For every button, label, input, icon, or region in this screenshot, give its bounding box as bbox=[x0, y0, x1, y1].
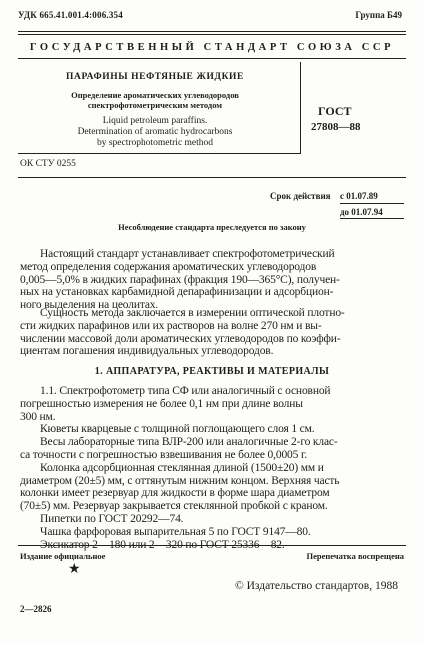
copyright-notice: © Издательство стандартов, 1988 bbox=[234, 580, 398, 592]
validity-to-underline bbox=[340, 218, 404, 219]
intro-paragraph bbox=[20, 248, 406, 312]
text-line: Чашка фарфоровая выпарительная 5 по ГОСТ 9147—80. bbox=[40, 525, 311, 538]
text-line: Весы лабораторные типа ВЛР-200 или аналогичные 2-го клас- bbox=[40, 436, 338, 449]
text-line: Сущность метода заключается в измерении оптической плотно- bbox=[40, 307, 345, 319]
text-line: Колонка адсорбционная стеклянная длиной (1500±20) мм и bbox=[40, 461, 324, 474]
official-edition: Издание официальное bbox=[20, 551, 106, 561]
legal-notice: Несоблюдение стандарта преследуется по закону bbox=[118, 222, 306, 232]
text-line: Эксикатор 2—180 или 2—320 по ГОСТ 25336—82. bbox=[40, 538, 285, 551]
subtitle-russian bbox=[20, 90, 290, 110]
validity-to: до 01.07.94 bbox=[340, 207, 383, 217]
text-line: ных на установках карбамидной депарафинизации и адсорбцион- bbox=[20, 286, 334, 299]
text-line: сти жидких парафинов или их растворов на волне 270 нм и вы- bbox=[20, 319, 322, 332]
text-line: (70±5) мм. Резервуар закрывается стеклянной пробкой с краном. bbox=[20, 500, 328, 513]
subtitle-ru-line: Определение ароматических углеводородов bbox=[71, 90, 239, 100]
banner-rule bbox=[18, 58, 406, 59]
text-line: 0,005—5,0% в жидких парафинах (фракция 190—365°С), получен- bbox=[20, 273, 340, 286]
text-line: погрешностью измерения не более 0,1 нм при длине волны bbox=[20, 397, 303, 410]
gost-label: ГОСТ bbox=[318, 104, 352, 118]
text-line: числении массовой доли ароматических углеводородов по коэффи- bbox=[20, 332, 341, 345]
subtitle-en-line: Determination of aromatic hydrocarbons bbox=[77, 127, 233, 137]
text-line: метод определения содержания ароматических углеводородов bbox=[20, 260, 317, 273]
state-standard-banner: ГОСУДАРСТВЕННЫЙ СТАНДАРТ СОЮЗА ССР bbox=[29, 42, 395, 53]
reprint-prohibited: Перепечатка воспрещена bbox=[306, 551, 404, 561]
method-essence-paragraph bbox=[20, 307, 406, 358]
text-line: Настоящий стандарт устанавливает спектрофотометрический bbox=[40, 248, 335, 260]
header-rule-bottom bbox=[18, 34, 406, 35]
text-line: са точности с погрешностью взвешивания не более 0,0005 г. bbox=[20, 448, 307, 461]
star-icon: ★ bbox=[68, 562, 81, 577]
text-line: диаметром (20±5) мм, с оттянутым нижним концом. Верхняя часть bbox=[20, 474, 340, 487]
validity-from: с 01.07.89 bbox=[340, 191, 378, 201]
title-block-rule bbox=[18, 177, 406, 178]
subtitle-english bbox=[20, 116, 290, 149]
header-rule-top bbox=[18, 31, 406, 32]
document-title: ПАРАФИНЫ НЕФТЯНЫЕ ЖИДКИЕ bbox=[66, 72, 244, 82]
print-code: 2—2826 bbox=[20, 604, 52, 614]
ok-stu-code: ОК СТУ 0255 bbox=[20, 159, 76, 169]
footer-rule bbox=[18, 545, 406, 546]
validity-label: Срок действия bbox=[270, 191, 331, 201]
udk-code: УДК 665.41.001.4:006.354 bbox=[18, 10, 123, 20]
text-line: 300 нм. bbox=[20, 410, 56, 423]
text-line: 1.1. Спектрофотометр типа СФ или аналогичный с основной bbox=[40, 385, 331, 397]
text-line: циентам погашения индивидуальных углеводородов. bbox=[20, 345, 274, 358]
subtitle-en-line: Liquid petroleum paraffins. bbox=[102, 116, 208, 126]
text-line: колонки имеет резервуар для жидкости в форме шара диаметром bbox=[20, 487, 330, 500]
section-heading: 1. АППАРАТУРА, РЕАКТИВЫ И МАТЕРИАЛЫ bbox=[94, 366, 330, 377]
gost-number: 27808—88 bbox=[311, 121, 361, 133]
validity-from-underline bbox=[340, 203, 404, 204]
subtitle-en-line: by spectrophotometric method bbox=[96, 138, 214, 148]
subtitle-ru-line: спектрофотометрическим методом bbox=[87, 100, 223, 110]
group-code: Группа Б49 bbox=[355, 10, 402, 20]
text-line: Кюветы кварцевые с толщиной поглощающего слоя 1 см. bbox=[40, 423, 315, 436]
text-line: ного выделения на цеолитах. bbox=[20, 299, 159, 312]
section-1-body bbox=[20, 385, 406, 551]
text-line: Пипетки по ГОСТ 20292—74. bbox=[40, 512, 184, 525]
